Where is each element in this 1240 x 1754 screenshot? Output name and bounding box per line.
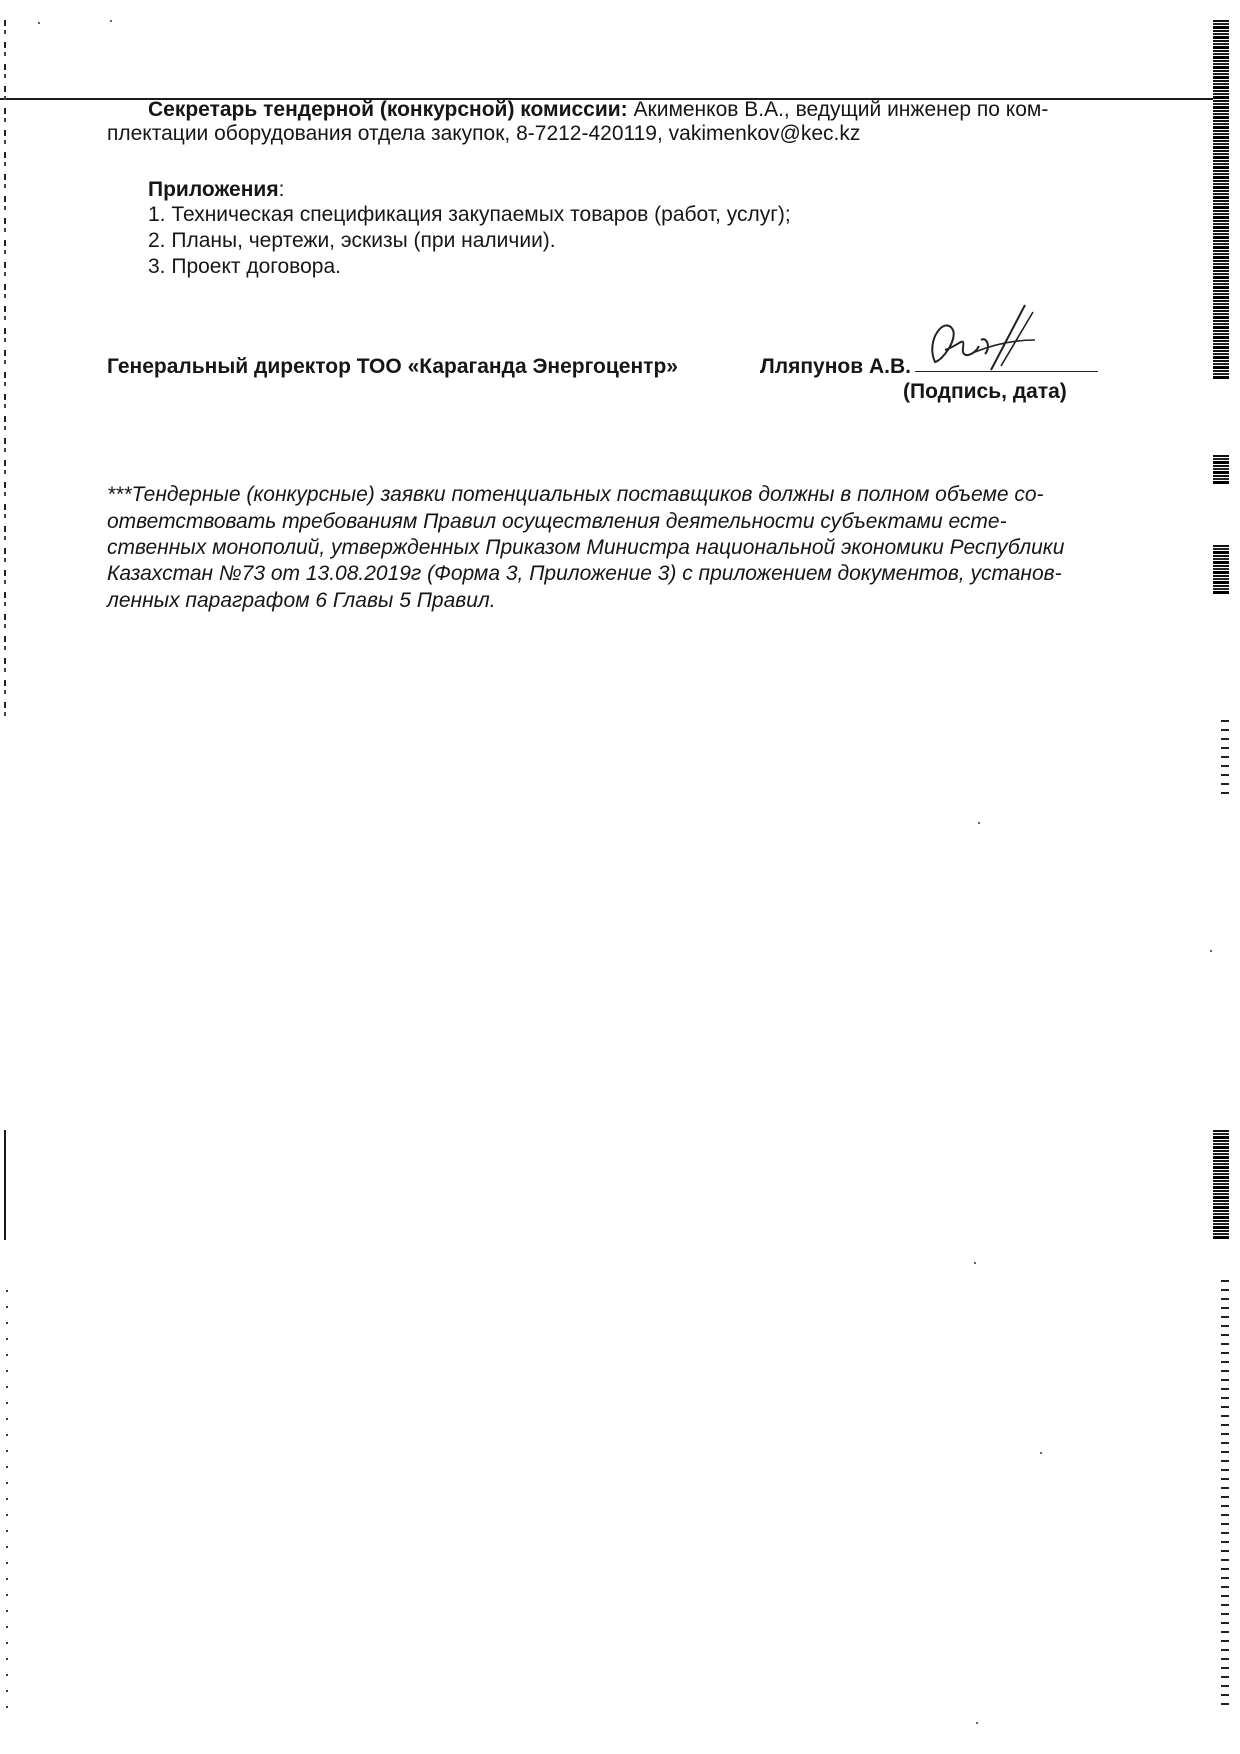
scan-right-edge-strip [1213, 20, 1229, 380]
scan-speck [1210, 950, 1212, 952]
footnote-line-3: ственных монополий, утвержденных Приказом Министра национальной экономики Республики [107, 536, 1065, 559]
attachments-title: Приложения [148, 178, 279, 201]
scan-right-edge-dots [1221, 720, 1229, 800]
attachments-title-line [148, 178, 284, 202]
signature-caption: (Подпись, дата) [903, 380, 1067, 403]
scan-right-edge-strip [1213, 1130, 1229, 1240]
scan-speck [978, 822, 980, 824]
scan-left-edge-marks [4, 20, 6, 720]
scan-right-edge-dots [1221, 1280, 1229, 1710]
scan-speck [1040, 1452, 1042, 1454]
footnote-line-5: ленных параграфом 6 Главы 5 Правил. [107, 589, 496, 612]
attachment-item-2: 2. Планы, чертежи, эскизы (при наличии). [148, 229, 556, 252]
footnote-line-2: ответствовать требованиям Правил осуществления деятельности субъектами есте- [107, 510, 1007, 533]
scan-right-edge-strip [1213, 455, 1229, 485]
secretary-label: Секретарь тендерной (конкурсной) комиссии: [148, 98, 628, 121]
footnote-line-1: ***Тендерные (конкурсные) заявки потенциальных поставщиков должны в полном объеме со- [107, 483, 1044, 506]
scan-speck [110, 20, 112, 22]
scan-speck [974, 1262, 976, 1264]
scan-speck [976, 1722, 978, 1724]
director-name: Лляпунов А.В. [760, 355, 911, 378]
scan-right-edge-strip [1213, 545, 1229, 595]
secretary-text-1: Акименков В.А., ведущий инженер по ком- [633, 98, 1049, 121]
attachments-title-colon: : [278, 178, 285, 201]
scan-left-edge-dots [6, 1290, 8, 1710]
scan-speck [38, 22, 40, 24]
secretary-line-1 [148, 98, 1048, 122]
footnote-line-4: Казахстан №73 от 13.08.2019г (Форма 3, Приложение 3) с приложением документов, установ- [107, 562, 1062, 585]
scan-left-edge-bar [4, 1130, 6, 1240]
attachment-item-3: 3. Проект договора. [148, 255, 341, 278]
secretary-text-2: плектации оборудования отдела закупок, 8-7212-420119, vakimenkov@kec.kz [107, 122, 861, 145]
attachment-item-1: 1. Техническая спецификация закупаемых товаров (работ, услуг); [148, 203, 791, 226]
handwritten-signature [905, 300, 1055, 380]
director-position: Генеральный директор ТОО «Караганда Энергоцентр» [107, 355, 678, 378]
